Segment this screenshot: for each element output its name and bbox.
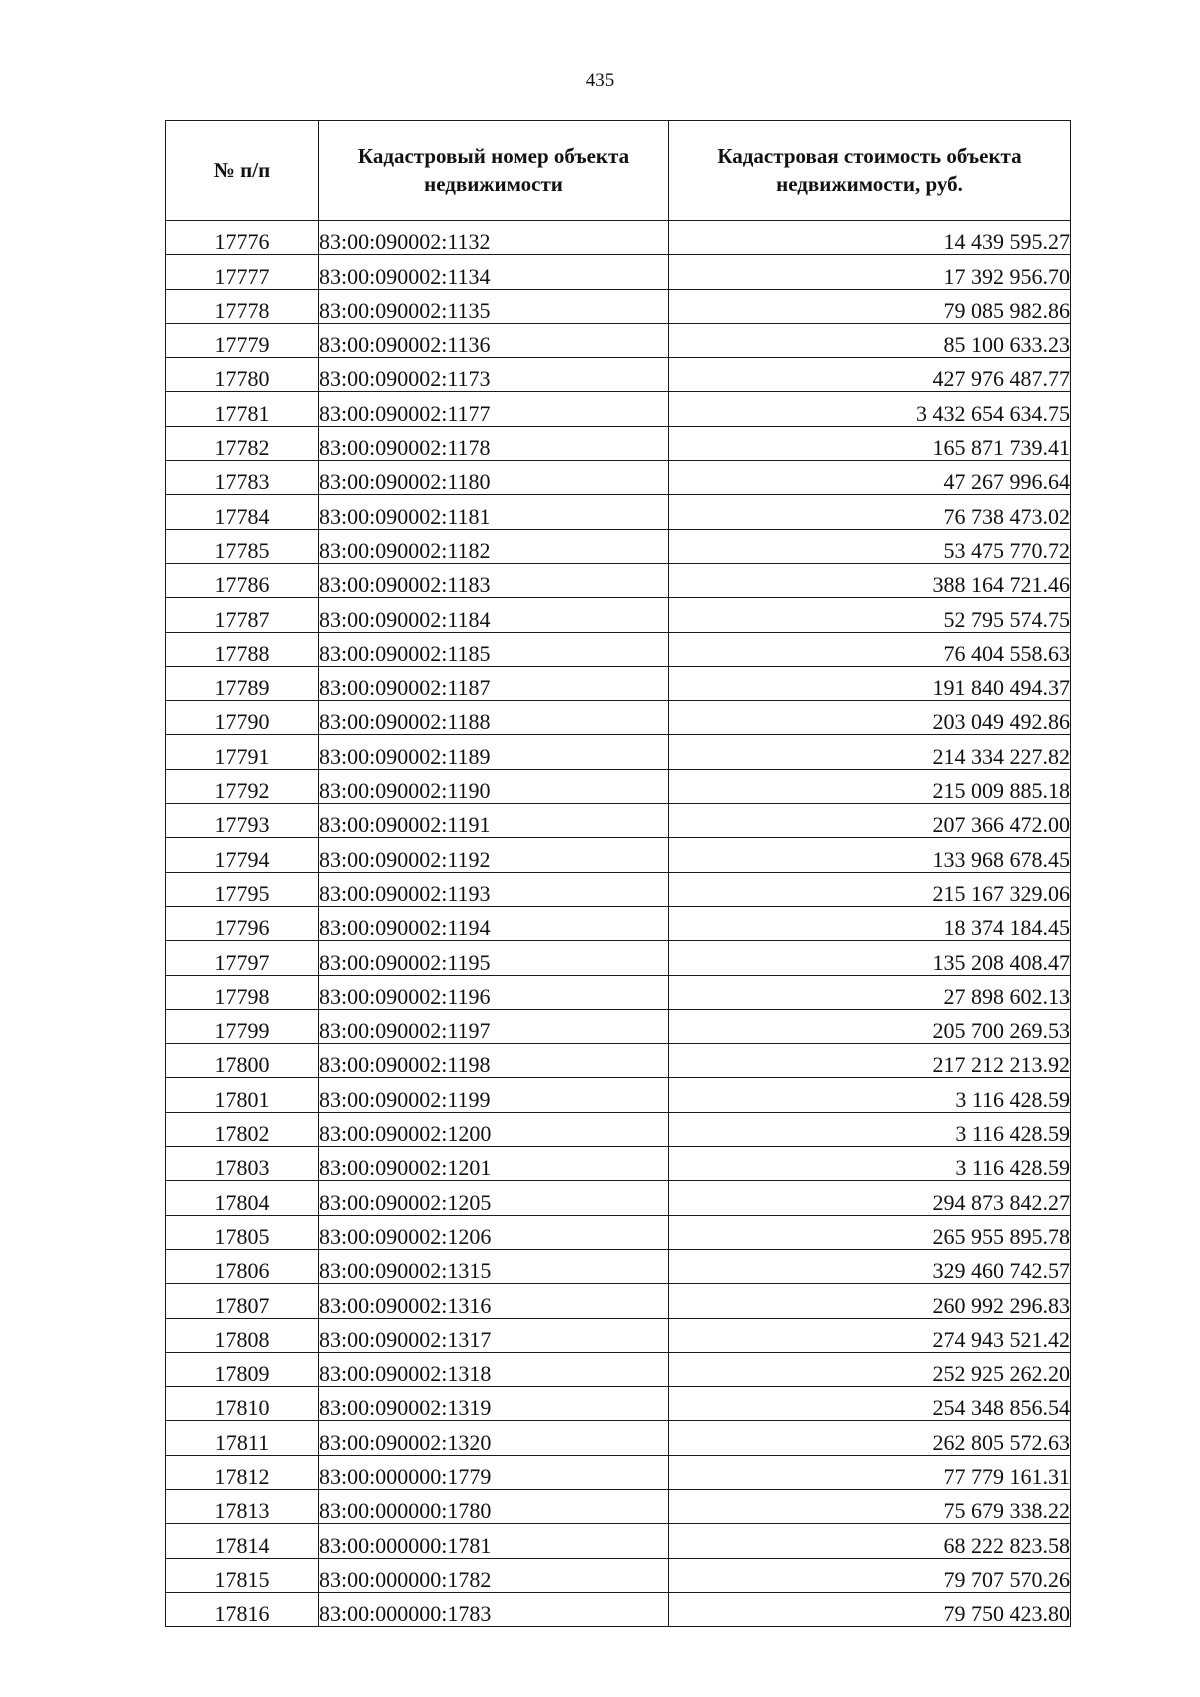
cadastral-number: 83:00:000000:1779 [319,1455,669,1489]
cadastral-number: 83:00:090002:1132 [319,221,669,255]
cadastral-number: 83:00:090002:1185 [319,632,669,666]
cadastral-number: 83:00:090002:1197 [319,1009,669,1043]
cadastral-number: 83:00:090002:1315 [319,1249,669,1283]
cadastral-number: 83:00:090002:1188 [319,701,669,735]
row-number: 17784 [166,495,319,529]
table-row [166,906,1071,940]
table-row [166,563,1071,597]
row-number: 17804 [166,1181,319,1215]
cadastral-value: 427 976 487.77 [669,358,1071,392]
cadastral-number: 83:00:090002:1319 [319,1387,669,1421]
table-row [166,838,1071,872]
table-row [166,1455,1071,1489]
cadastral-value: 191 840 494.37 [669,666,1071,700]
header-cadastral-value: Кадастровая стоимость объекта недвижимости, руб. [669,121,1071,221]
row-number: 17782 [166,426,319,460]
cadastral-number: 83:00:000000:1780 [319,1489,669,1523]
row-number: 17800 [166,1044,319,1078]
cadastral-value: 68 222 823.58 [669,1524,1071,1558]
cadastral-value: 165 871 739.41 [669,426,1071,460]
table-body [166,221,1071,1627]
row-number: 17777 [166,255,319,289]
cadastral-number: 83:00:090002:1199 [319,1078,669,1112]
row-number: 17814 [166,1524,319,1558]
row-number: 17795 [166,872,319,906]
cadastral-value: 52 795 574.75 [669,598,1071,632]
table-row [166,1524,1071,1558]
cadastral-value: 294 873 842.27 [669,1181,1071,1215]
table-row [166,975,1071,1009]
cadastral-value: 388 164 721.46 [669,563,1071,597]
cadastral-number: 83:00:090002:1180 [319,461,669,495]
row-number: 17815 [166,1558,319,1592]
cadastral-number: 83:00:090002:1136 [319,323,669,357]
cadastral-number: 83:00:090002:1190 [319,769,669,803]
table-row [166,1489,1071,1523]
row-number: 17813 [166,1489,319,1523]
row-number: 17780 [166,358,319,392]
row-number: 17790 [166,701,319,735]
cadastral-number: 83:00:090002:1317 [319,1318,669,1352]
cadastral-number: 83:00:090002:1182 [319,529,669,563]
row-number: 17789 [166,666,319,700]
table-row [166,358,1071,392]
row-number: 17788 [166,632,319,666]
cadastral-number: 83:00:000000:1781 [319,1524,669,1558]
cadastral-value: 274 943 521.42 [669,1318,1071,1352]
cadastral-value: 47 267 996.64 [669,461,1071,495]
cadastral-number: 83:00:090002:1318 [319,1352,669,1386]
cadastral-value: 207 366 472.00 [669,804,1071,838]
table-row [166,1181,1071,1215]
row-number: 17803 [166,1147,319,1181]
cadastral-number: 83:00:090002:1320 [319,1421,669,1455]
cadastral-value: 214 334 227.82 [669,735,1071,769]
cadastral-value: 53 475 770.72 [669,529,1071,563]
table-row [166,289,1071,323]
cadastral-value: 205 700 269.53 [669,1009,1071,1043]
cadastral-value: 217 212 213.92 [669,1044,1071,1078]
row-number: 17806 [166,1249,319,1283]
row-number: 17794 [166,838,319,872]
cadastral-number: 83:00:090002:1195 [319,941,669,975]
cadastral-number: 83:00:090002:1135 [319,289,669,323]
table-row [166,1147,1071,1181]
cadastral-value: 215 167 329.06 [669,872,1071,906]
table-row [166,872,1071,906]
cadastral-number: 83:00:090002:1178 [319,426,669,460]
table-row [166,1044,1071,1078]
cadastral-value: 75 679 338.22 [669,1489,1071,1523]
row-number: 17807 [166,1284,319,1318]
cadastral-value: 76 738 473.02 [669,495,1071,529]
cadastral-number: 83:00:090002:1184 [319,598,669,632]
table-row [166,1387,1071,1421]
cadastral-value: 265 955 895.78 [669,1215,1071,1249]
cadastral-value: 3 116 428.59 [669,1147,1071,1181]
table-row [166,1009,1071,1043]
table-row [166,598,1071,632]
cadastral-value: 254 348 856.54 [669,1387,1071,1421]
cadastral-number: 83:00:090002:1134 [319,255,669,289]
row-number: 17811 [166,1421,319,1455]
cadastral-value: 329 460 742.57 [669,1249,1071,1283]
table-row [166,426,1071,460]
row-number: 17802 [166,1112,319,1146]
row-number: 17796 [166,906,319,940]
table-row [166,461,1071,495]
row-number: 17786 [166,563,319,597]
page-number: 435 [585,70,615,91]
cadastral-value: 262 805 572.63 [669,1421,1071,1455]
table-row [166,1284,1071,1318]
cadastral-value: 17 392 956.70 [669,255,1071,289]
cadastral-value: 260 992 296.83 [669,1284,1071,1318]
cadastral-value: 77 779 161.31 [669,1455,1071,1489]
cadastral-value: 3 116 428.59 [669,1078,1071,1112]
cadastral-number: 83:00:090002:1201 [319,1147,669,1181]
row-number: 17791 [166,735,319,769]
cadastral-value: 252 925 262.20 [669,1352,1071,1386]
cadastral-number: 83:00:090002:1187 [319,666,669,700]
table-row [166,1558,1071,1592]
table-row [166,1592,1071,1626]
table-row [166,1249,1071,1283]
row-number: 17799 [166,1009,319,1043]
cadastral-value: 3 432 654 634.75 [669,392,1071,426]
row-number: 17793 [166,804,319,838]
header-number: № п/п [166,121,319,221]
row-number: 17809 [166,1352,319,1386]
table-row [166,769,1071,803]
row-number: 17810 [166,1387,319,1421]
row-number: 17816 [166,1592,319,1626]
cadastral-number: 83:00:090002:1177 [319,392,669,426]
row-number: 17805 [166,1215,319,1249]
row-number: 17783 [166,461,319,495]
cadastral-value: 215 009 885.18 [669,769,1071,803]
cadastral-number: 83:00:090002:1194 [319,906,669,940]
table-row [166,1318,1071,1352]
cadastral-value: 79 085 982.86 [669,289,1071,323]
cadastral-number: 83:00:090002:1206 [319,1215,669,1249]
table-row [166,392,1071,426]
table-row [166,1215,1071,1249]
row-number: 17781 [166,392,319,426]
cadastral-number: 83:00:090002:1316 [319,1284,669,1318]
cadastral-number: 83:00:090002:1183 [319,563,669,597]
cadastral-number: 83:00:090002:1198 [319,1044,669,1078]
table-row [166,701,1071,735]
row-number: 17801 [166,1078,319,1112]
cadastral-value: 79 750 423.80 [669,1592,1071,1626]
table-header-row [166,121,1071,221]
cadastral-number: 83:00:090002:1205 [319,1181,669,1215]
table-row [166,529,1071,563]
cadastral-value: 76 404 558.63 [669,632,1071,666]
row-number: 17785 [166,529,319,563]
cadastral-value: 27 898 602.13 [669,975,1071,1009]
table-row [166,495,1071,529]
table-row [166,255,1071,289]
cadastral-value: 135 208 408.47 [669,941,1071,975]
cadastral-number: 83:00:090002:1196 [319,975,669,1009]
row-number: 17776 [166,221,319,255]
cadastral-value: 3 116 428.59 [669,1112,1071,1146]
cadastral-value: 14 439 595.27 [669,221,1071,255]
table-row [166,632,1071,666]
cadastral-number: 83:00:090002:1191 [319,804,669,838]
row-number: 17778 [166,289,319,323]
row-number: 17792 [166,769,319,803]
cadastral-number: 83:00:090002:1200 [319,1112,669,1146]
row-number: 17808 [166,1318,319,1352]
cadastral-number: 83:00:090002:1181 [319,495,669,529]
cadastral-number: 83:00:090002:1192 [319,838,669,872]
cadastral-value: 79 707 570.26 [669,1558,1071,1592]
row-number: 17787 [166,598,319,632]
table-row [166,221,1071,255]
table-row [166,1421,1071,1455]
cadastral-number: 83:00:090002:1193 [319,872,669,906]
table-row [166,323,1071,357]
cadastral-number: 83:00:000000:1783 [319,1592,669,1626]
cadastral-value: 133 968 678.45 [669,838,1071,872]
cadastral-value: 203 049 492.86 [669,701,1071,735]
table-row [166,735,1071,769]
table-row [166,1078,1071,1112]
table-row [166,941,1071,975]
table-row [166,666,1071,700]
cadastral-number: 83:00:090002:1189 [319,735,669,769]
row-number: 17812 [166,1455,319,1489]
table-row [166,804,1071,838]
row-number: 17798 [166,975,319,1009]
row-number: 17779 [166,323,319,357]
row-number: 17797 [166,941,319,975]
cadastral-number: 83:00:090002:1173 [319,358,669,392]
table-row [166,1112,1071,1146]
cadastral-value: 85 100 633.23 [669,323,1071,357]
cadastral-value: 18 374 184.45 [669,906,1071,940]
cadastral-number: 83:00:000000:1782 [319,1558,669,1592]
table-row [166,1352,1071,1386]
header-cadastral-number: Кадастровый номер объекта недвижимости [319,121,669,221]
cadastral-value-table [165,120,1071,1627]
